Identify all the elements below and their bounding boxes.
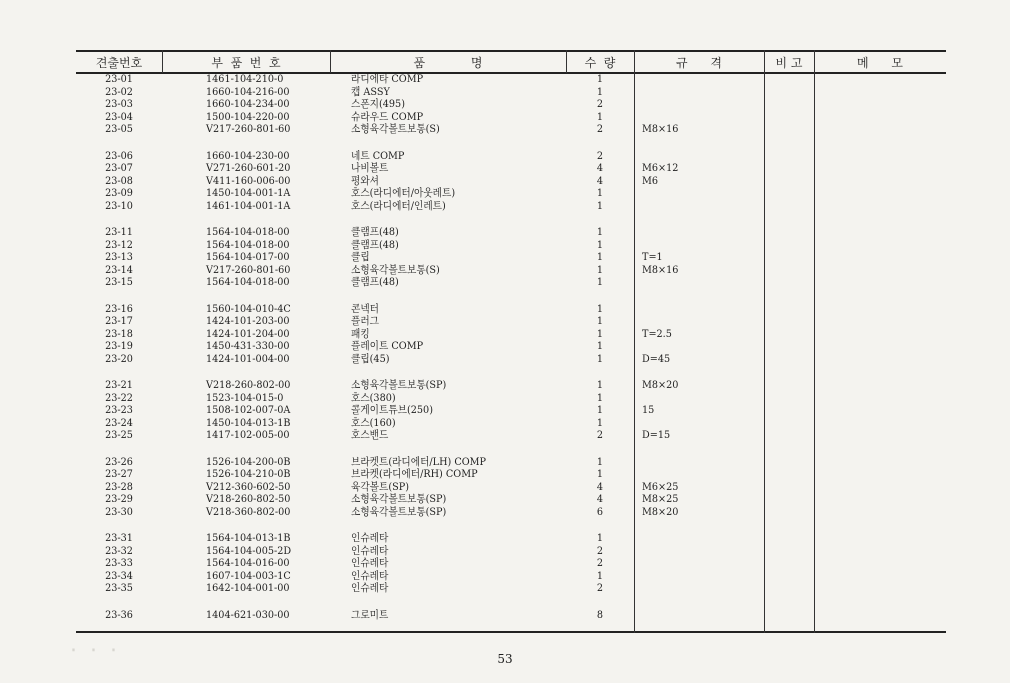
row-qty: 2 [596, 557, 604, 570]
row-qty: 1 [596, 263, 604, 276]
row-name: 호스(380) [351, 391, 396, 404]
row-no: 23-23 [105, 404, 133, 417]
header-name: 품 명 [413, 55, 483, 70]
page-number: 53 [497, 652, 513, 666]
column-divider [634, 50, 635, 633]
row-spec: M6 [642, 174, 659, 187]
row-spec: M8×16 [642, 263, 679, 276]
header-no: 견출번호 [95, 55, 143, 70]
row-name: 클램프(48) [351, 276, 399, 289]
row-spec: M6×12 [642, 162, 679, 175]
row-name: 콘넥터 [351, 302, 380, 315]
row-qty: 4 [596, 493, 604, 506]
row-name: 라디에타 COMP [351, 73, 424, 85]
row-spec: T=1 [642, 251, 663, 264]
row-name: 소형육각볼트보통(SP) [351, 505, 447, 518]
row-qty: 1 [596, 315, 604, 328]
row-no: 23-33 [105, 557, 133, 570]
row-part-no: 1660-104-216-00 [206, 85, 290, 98]
row-no: 23-29 [105, 493, 133, 506]
row-part-no: V217-260-801-60 [206, 123, 291, 136]
row-spec: M8×20 [642, 379, 679, 391]
row-name: 클립 [351, 251, 370, 264]
row-qty: 1 [596, 468, 604, 481]
row-qty: 1 [596, 85, 604, 98]
row-part-no: 1523-104-015-0 [206, 391, 284, 404]
row-spec: T=2.5 [642, 327, 672, 340]
row-part-no: 1424-101-204-00 [206, 327, 290, 340]
row-no: 23-02 [105, 85, 133, 98]
row-no: 23-10 [105, 199, 133, 212]
row-qty: 6 [596, 505, 604, 518]
row-name: 슈라우드 COMP [351, 110, 424, 123]
row-qty: 1 [596, 455, 604, 468]
row-no: 23-19 [105, 340, 133, 353]
row-name: 클램프(48) [351, 238, 399, 251]
row-no: 23-08 [105, 174, 133, 187]
row-name: 소형육각볼트보통(S) [351, 263, 440, 276]
row-part-no: V218-360-802-00 [206, 505, 291, 518]
row-qty: 1 [596, 110, 604, 123]
row-name: 평와셔 [351, 174, 380, 187]
row-part-no: 1564-104-018-00 [206, 226, 290, 238]
row-qty: 1 [596, 352, 604, 365]
row-qty: 1 [596, 251, 604, 264]
row-part-no: 1564-104-005-2D [206, 544, 292, 557]
row-qty: 4 [596, 480, 604, 493]
row-name: 캡 ASSY [351, 85, 390, 98]
row-no: 23-07 [105, 162, 133, 175]
row-part-no: 1417-102-005-00 [206, 429, 290, 442]
row-qty: 2 [596, 429, 604, 442]
row-part-no: 1461-104-210-0 [206, 73, 284, 85]
row-spec: D=45 [642, 352, 671, 365]
row-qty: 1 [596, 187, 604, 200]
header-part-no: 부 품 번 호 [211, 55, 281, 70]
row-no: 23-21 [105, 379, 133, 391]
row-part-no: V271-260-601-20 [206, 162, 291, 175]
row-part-no: 1564-104-013-1B [206, 532, 291, 544]
row-no: 23-35 [105, 582, 133, 595]
row-part-no: 1526-104-200-0B [206, 455, 291, 468]
row-name: 플러그 [351, 315, 380, 328]
row-no: 23-28 [105, 480, 133, 493]
row-name: 콜게이트튜브(250) [351, 404, 433, 417]
row-no: 23-16 [105, 302, 133, 315]
row-qty: 2 [596, 149, 604, 162]
row-spec: M6×25 [642, 480, 679, 493]
row-no: 23-34 [105, 569, 133, 582]
row-qty: 2 [596, 123, 604, 136]
row-name: 패킹 [351, 327, 370, 340]
row-name: 소형육각볼트보통(SP) [351, 379, 447, 391]
row-qty: 2 [596, 582, 604, 595]
bleed-through-mark: · · · [70, 636, 120, 661]
row-no: 23-01 [105, 73, 133, 85]
row-part-no: 1660-104-230-00 [206, 149, 290, 162]
row-part-no: 1642-104-001-00 [206, 582, 290, 595]
row-spec: 15 [642, 404, 655, 417]
row-part-no: 1450-104-013-1B [206, 416, 291, 429]
row-qty: 4 [596, 174, 604, 187]
row-qty: 1 [596, 226, 604, 238]
row-part-no: 1660-104-234-00 [206, 98, 290, 111]
row-spec: M8×16 [642, 123, 679, 136]
row-no: 23-20 [105, 352, 133, 365]
row-no: 23-13 [105, 251, 133, 264]
row-spec: D=15 [642, 429, 671, 442]
row-no: 23-03 [105, 98, 133, 111]
row-no: 23-25 [105, 429, 133, 442]
row-qty: 1 [596, 340, 604, 353]
row-part-no: 1607-104-003-1C [206, 569, 291, 582]
row-name: 그로미트 [351, 608, 389, 621]
row-no: 23-14 [105, 263, 133, 276]
row-spec: M8×25 [642, 493, 679, 506]
row-no: 23-32 [105, 544, 133, 557]
row-part-no: 1564-104-016-00 [206, 557, 290, 570]
row-part-no: V411-160-006-00 [206, 174, 291, 187]
row-name: 인슈레타 [351, 544, 389, 557]
row-qty: 1 [596, 379, 604, 391]
row-part-no: 1461-104-001-1A [206, 199, 291, 212]
row-part-no: 1450-431-330-00 [206, 340, 290, 353]
row-name: 나비볼트 [351, 162, 389, 175]
row-qty: 1 [596, 391, 604, 404]
row-no: 23-04 [105, 110, 133, 123]
row-part-no: 1508-102-007-0A [206, 404, 291, 417]
row-qty: 1 [596, 238, 604, 251]
row-name: 인슈레타 [351, 557, 389, 570]
row-name: 호스밴드 [351, 429, 389, 442]
row-name: 브라켓트(라디에터/LH) COMP [351, 455, 487, 468]
row-no: 23-11 [105, 226, 133, 238]
bottom-rule [76, 631, 946, 633]
row-qty: 1 [596, 416, 604, 429]
row-spec: M8×20 [642, 505, 679, 518]
row-part-no: 1560-104-010-4C [206, 302, 291, 315]
row-name: 인슈레타 [351, 569, 389, 582]
row-no: 23-09 [105, 187, 133, 200]
row-name: 브라켓(라디에터/RH) COMP [351, 468, 478, 481]
row-name: 소형육각볼트보통(SP) [351, 493, 447, 506]
row-qty: 2 [596, 98, 604, 111]
row-part-no: 1424-101-203-00 [206, 315, 290, 328]
row-no: 23-36 [105, 608, 133, 621]
row-qty: 1 [596, 327, 604, 340]
row-no: 23-22 [105, 391, 133, 404]
row-qty: 8 [596, 608, 604, 621]
row-name: 네트 COMP [351, 149, 405, 162]
row-name: 육각볼트(SP) [351, 480, 409, 493]
column-divider [814, 50, 815, 633]
row-qty: 1 [596, 404, 604, 417]
row-name: 인슈레타 [351, 532, 389, 544]
row-no: 23-24 [105, 416, 133, 429]
row-name: 소형육각볼트보통(S) [351, 123, 440, 136]
row-no: 23-30 [105, 505, 133, 518]
row-part-no: 1500-104-220-00 [206, 110, 290, 123]
row-part-no: 1564-104-018-00 [206, 238, 290, 251]
column-divider [764, 50, 765, 633]
row-name: 클램프(48) [351, 226, 399, 238]
header-spec: 규 격 [675, 55, 723, 70]
row-qty: 1 [596, 73, 604, 85]
row-part-no: 1404-621-030-00 [206, 608, 290, 621]
row-qty: 1 [596, 569, 604, 582]
row-name: 호스(라디에터/인레트) [351, 199, 446, 212]
row-no: 23-12 [105, 238, 133, 251]
row-name: 스폰지(495) [351, 98, 405, 111]
row-qty: 1 [596, 199, 604, 212]
row-no: 23-05 [105, 123, 133, 136]
header-note: 비 고 [775, 55, 803, 70]
row-part-no: V212-360-602-50 [206, 480, 291, 493]
header-memo: 메 모 [856, 55, 904, 70]
row-qty: 1 [596, 276, 604, 289]
row-qty: 1 [596, 532, 604, 544]
row-name: 클립(45) [351, 352, 390, 365]
row-part-no: 1526-104-210-0B [206, 468, 291, 481]
row-no: 23-26 [105, 455, 133, 468]
row-part-no: V217-260-801-60 [206, 263, 291, 276]
row-no: 23-06 [105, 149, 133, 162]
row-qty: 1 [596, 302, 604, 315]
row-name: 인슈레타 [351, 582, 389, 595]
row-no: 23-18 [105, 327, 133, 340]
row-name: 호스(라디에터/아웃레트) [351, 187, 456, 200]
row-part-no: 1450-104-001-1A [206, 187, 291, 200]
row-qty: 2 [596, 544, 604, 557]
row-part-no: 1424-101-004-00 [206, 352, 290, 365]
row-part-no: 1564-104-017-00 [206, 251, 290, 264]
row-name: 호스(160) [351, 416, 396, 429]
row-name: 플레이트 COMP [351, 340, 424, 353]
header-qty: 수 량 [584, 55, 616, 70]
row-no: 23-27 [105, 468, 133, 481]
row-no: 23-15 [105, 276, 133, 289]
row-qty: 4 [596, 162, 604, 175]
row-part-no: 1564-104-018-00 [206, 276, 290, 289]
row-no: 23-31 [105, 532, 133, 544]
row-part-no: V218-260-802-50 [206, 493, 291, 506]
row-no: 23-17 [105, 315, 133, 328]
row-part-no: V218-260-802-00 [206, 379, 291, 391]
